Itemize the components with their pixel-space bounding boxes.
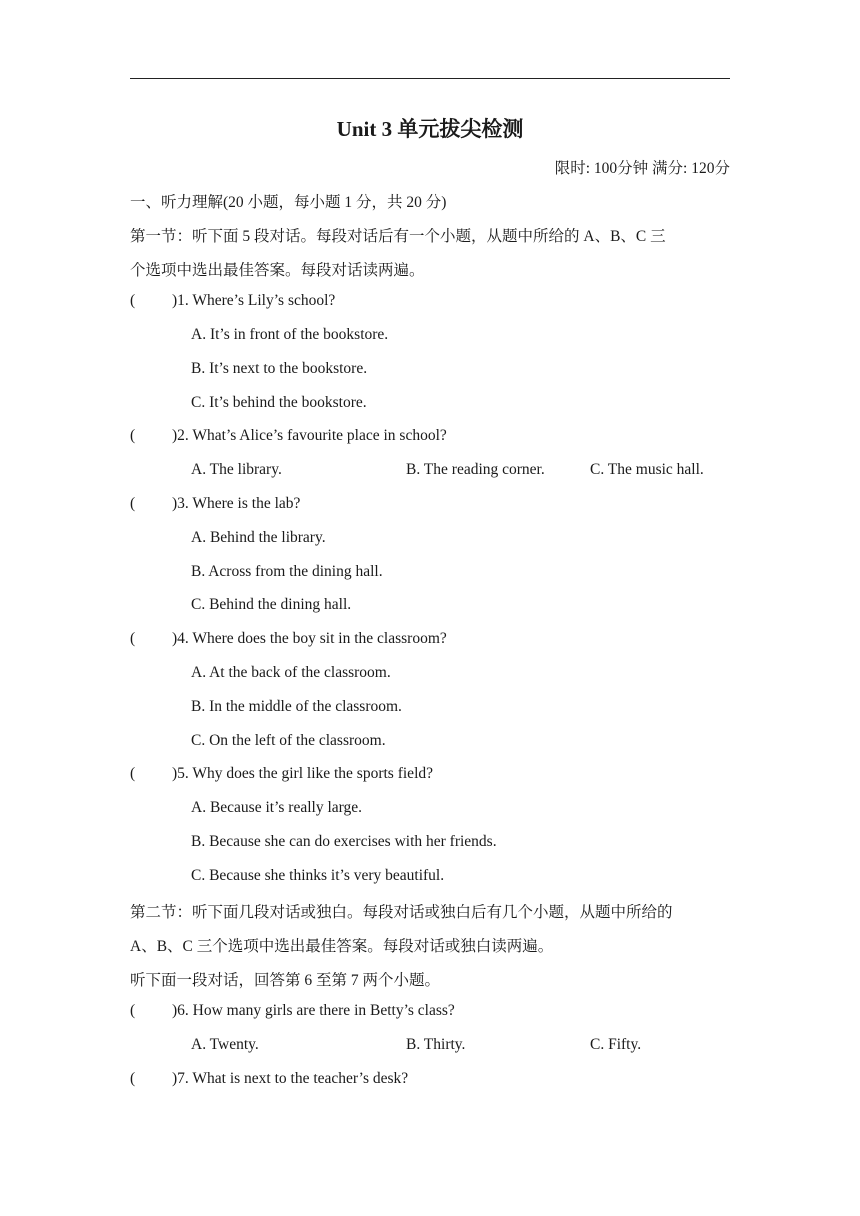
option-b: B. Across from the dining hall.	[191, 563, 383, 580]
part2-intro: 听下面一段对话，回答第 6 至第 7 两个小题。	[130, 972, 441, 989]
option-a: A. Because it’s really large.	[191, 799, 363, 816]
question-stem: )5. Why does the girl like the sports field?	[172, 765, 434, 782]
answer-blank[interactable]: (	[130, 1002, 136, 1019]
option-a: A. It’s in front of the bookstore.	[191, 326, 389, 343]
option-a: A. Twenty.	[191, 1036, 259, 1053]
question-3	[130, 495, 300, 513]
header-rule	[130, 78, 730, 79]
answer-blank[interactable]: (	[130, 495, 136, 512]
page-title: Unit 3 单元拔尖检测	[336, 117, 524, 141]
option-c: C. Behind the dining hall.	[191, 596, 352, 613]
section-heading: 一、听力理解(20 小题，每小题 1 分，共 20 分)	[130, 194, 447, 211]
option-a: A. At the back of the classroom.	[191, 664, 391, 681]
option-a: A. The library.	[191, 461, 282, 478]
question-6	[130, 1002, 455, 1020]
option-b: B. Because she can do exercises with her friends.	[191, 833, 497, 850]
option-b: B. In the middle of the classroom.	[191, 698, 402, 715]
question-1	[130, 292, 335, 310]
answer-blank[interactable]: (	[130, 630, 136, 647]
option-b: B. Thirty.	[406, 1036, 466, 1053]
question-stem: )4. Where does the boy sit in the classroom?	[172, 630, 447, 647]
question-4	[130, 630, 447, 648]
option-b: B. The reading corner.	[406, 461, 545, 478]
part1-instruction-line1: 第一节：听下面 5 段对话。每段对话后有一个小题，从题中所给的 A、B、C 三	[130, 228, 666, 245]
option-b: B. It’s next to the bookstore.	[191, 360, 368, 377]
answer-blank[interactable]: (	[130, 1070, 136, 1087]
answer-blank[interactable]: (	[130, 292, 136, 309]
question-stem: )6. How many girls are there in Betty’s class?	[172, 1002, 455, 1019]
option-c: C. Fifty.	[590, 1036, 642, 1053]
time-score-info: 限时: 100分钟 满分: 120分	[554, 160, 730, 177]
answer-blank[interactable]: (	[130, 427, 136, 444]
option-c: C. On the left of the classroom.	[191, 732, 386, 749]
option-c: C. It’s behind the bookstore.	[191, 394, 367, 411]
question-stem: )1. Where’s Lily’s school?	[172, 292, 336, 309]
question-7	[130, 1070, 408, 1088]
answer-blank[interactable]: (	[130, 765, 136, 782]
part1-instruction-line2: 个选项中选出最佳答案。每段对话读两遍。	[130, 262, 425, 279]
question-stem: )7. What is next to the teacher’s desk?	[172, 1070, 409, 1087]
part2-instruction-line2: A、B、C 三个选项中选出最佳答案。每段对话或独白读两遍。	[130, 938, 554, 955]
option-a: A. Behind the library.	[191, 529, 326, 546]
question-5	[130, 765, 433, 783]
question-stem: )3. Where is the lab?	[172, 495, 301, 512]
question-stem: )2. What’s Alice’s favourite place in school?	[172, 427, 447, 444]
option-c: C. Because she thinks it’s very beautiful.	[191, 867, 445, 884]
question-2	[130, 427, 447, 445]
option-c: C. The music hall.	[590, 461, 704, 478]
part2-instruction-line1: 第二节：听下面几段对话或独白。每段对话或独白后有几个小题，从题中所给的	[130, 904, 673, 921]
